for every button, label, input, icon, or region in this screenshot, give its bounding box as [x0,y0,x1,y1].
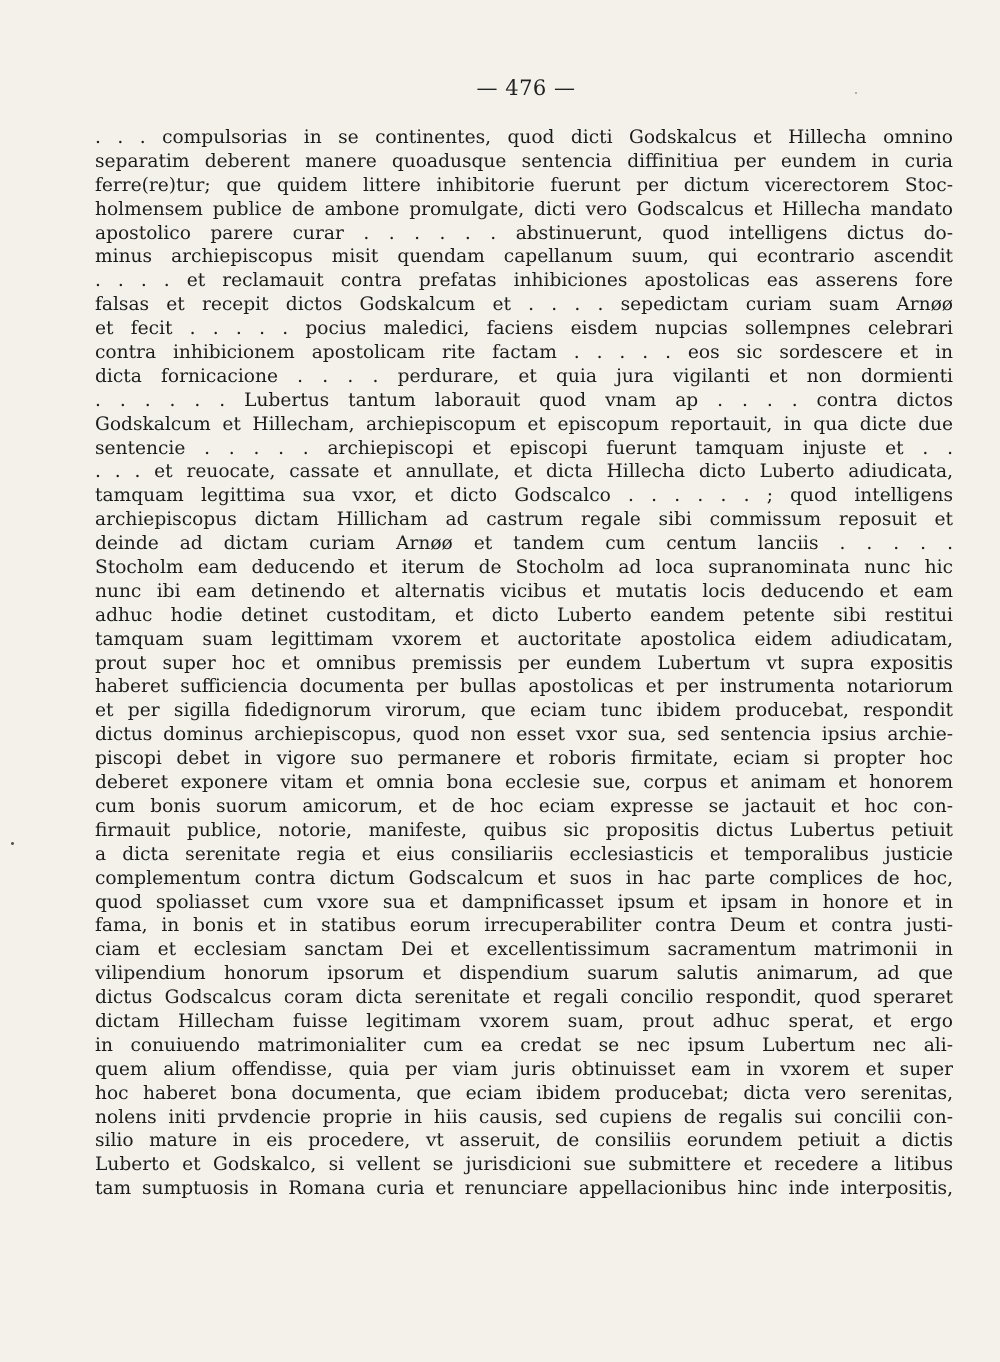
text-line: nunc ibi eam detinendo et alternatis vicibus et mutatis locis deducendo et eam [95,580,953,602]
text-line: . . . . et reclamauit contra prefatas inhibiciones apostolicas eas asserens fore [95,270,953,292]
text-line: adhuc hodie detinet custoditam, et dicto Luberto eandem petente sibi restitui [95,604,953,626]
text-line: Stocholm eam deducendo et iterum de Stocholm ad loca supranominata nunc hic [95,557,953,579]
text-line: firmauit publice, notorie, manifeste, quibus sic propositis dictus Lubertus petiuit [95,819,953,841]
text-line: piscopi debet in vigore suo permanere et roboris firmitate, eciam si propter hoc [95,748,953,770]
text-line: nolens initi prvdencie proprie in hiis causis, sed cupiens de regalis sui concilii con- [95,1106,953,1128]
text-line: haberet sufficiencia documenta per bullas apostolicas et per instrumenta notariorum [95,676,953,698]
text-line: in conuiuendo matrimonialiter cum ea credat se nec ipsum Lubertum nec ali- [95,1034,953,1056]
text-line: apostolico parere curar . . . . . . abstinuerunt, quod intelligens dictus do- [95,222,953,244]
paper-speck [11,842,14,845]
text-line: cum bonis suorum amicorum, et de hoc eciam expresse se jactauit et hoc con- [95,795,953,817]
text-line: prout super hoc et omnibus premissis per eundem Lubertum vt supra expositis [95,652,953,674]
body-text [95,126,953,1201]
paper-speck [855,92,857,94]
text-line: fama, in bonis et in statibus eorum irrecuperabiliter contra Deum et contra justi- [95,915,953,937]
text-line: tamquam legittima sua vxor, et dicto Godscalco . . . . . . ; quod intelligens [95,485,953,507]
text-line: . . . et reuocate, cassate et annullate, et dicta Hillecha dicto Luberto adiudicata, [95,461,953,483]
text-line: ciam et ecclesiam sanctam Dei et excellentissimum sacramentum matrimonii in [95,939,953,961]
text-line: . . . . . . Lubertus tantum laborauit quod vnam ap . . . . contra dictos [95,389,953,411]
text-line: et per sigilla fidedignorum virorum, que eciam tunc ibidem producebat, respondit [95,700,953,722]
text-line: ferre(re)tur; que quidem littere inhibitorie fuerunt per dictum vicerectorem Stoc- [95,174,953,196]
text-line: tamquam suam legittimam vxorem et auctoritate apostolica eidem adiudicatam, [95,628,953,650]
text-line: quem alium offendisse, quia per viam juris obtinuisset eam in vxorem et super [95,1058,953,1080]
text-line: deberet exponere vitam et omnia bona ecclesie sue, corpus et animam et honorem [95,772,953,794]
text-line: tam sumptuosis in Romana curia et renunciare appellacionibus hinc inde interpositis, [95,1178,953,1200]
text-line: vilipendium honorum ipsorum et dispendium suarum salutis animarum, ad que [95,963,953,985]
page-number: — 476 — [476,76,576,100]
text-line: dictus Godscalcus coram dicta serenitate et regali concilio respondit, quod speraret [95,987,953,1009]
text-line: falsas et recepit dictos Godskalcum et . . . . sepedictam curiam suam Arnøø [95,294,953,316]
text-line: contra inhibicionem apostolicam rite factam . . . . . eos sic sordescere et in [95,342,953,364]
text-line: separatim deberent manere quoadusque sentencia diffinitiua per eundem in curia [95,150,953,172]
text-line: Godskalcum et Hillecham, archiepiscopum et episcopum reportauit, in qua dicte due [95,413,953,435]
text-line: deinde ad dictam curiam Arnøø et tandem cum centum lanciis . . . . . [95,533,953,555]
text-line: minus archiepiscopus misit quendam capellanum suum, qui econtrario ascendit [95,246,953,268]
text-line: silio mature in eis procedere, vt asseruit, de consiliis eorundem petiuit a dictis [95,1130,953,1152]
text-line: sentencie . . . . . archiepiscopi et episcopi fuerunt tamquam injuste et . . [95,437,953,459]
text-line: dictus dominus archiepiscopus, quod non esset vxor sua, sed sentencia ipsius archie- [95,724,953,746]
text-line: complementum contra dictum Godscalcum et suos in hac parte complices de hoc, [95,867,953,889]
text-line: a dicta serenitate regia et eius consiliariis ecclesiasticis et temporalibus justicie [95,843,953,865]
text-line: Luberto et Godskalco, si vellent se jurisdicioni sue submittere et recedere a litibus [95,1154,953,1176]
text-line: holmensem publice de ambone promulgate, dicti vero Godscalcus et Hillecha mandato [95,198,953,220]
text-line: et fecit . . . . . pocius maledici, faciens eisdem nupcias sollempnes celebrari [95,318,953,340]
text-line: dictam Hillecham fuisse legitimam vxorem suam, prout adhuc sperat, et ergo [95,1010,953,1032]
text-line: dicta fornicacione . . . . perdurare, et quia jura vigilanti et non dormienti [95,365,953,387]
text-line: archiepiscopus dictam Hillicham ad castrum regale sibi commissum reposuit et [95,509,953,531]
text-line: hoc haberet bona documenta, que eciam ibidem producebat; dicta vero serenitas, [95,1082,953,1104]
text-line: . . . compulsorias in se continentes, quod dicti Godskalcus et Hillecha omnino [95,127,953,148]
text-line: quod spoliasset cum vxore sua et dampnificasset ipsum et ipsam in honore et in [95,891,953,913]
